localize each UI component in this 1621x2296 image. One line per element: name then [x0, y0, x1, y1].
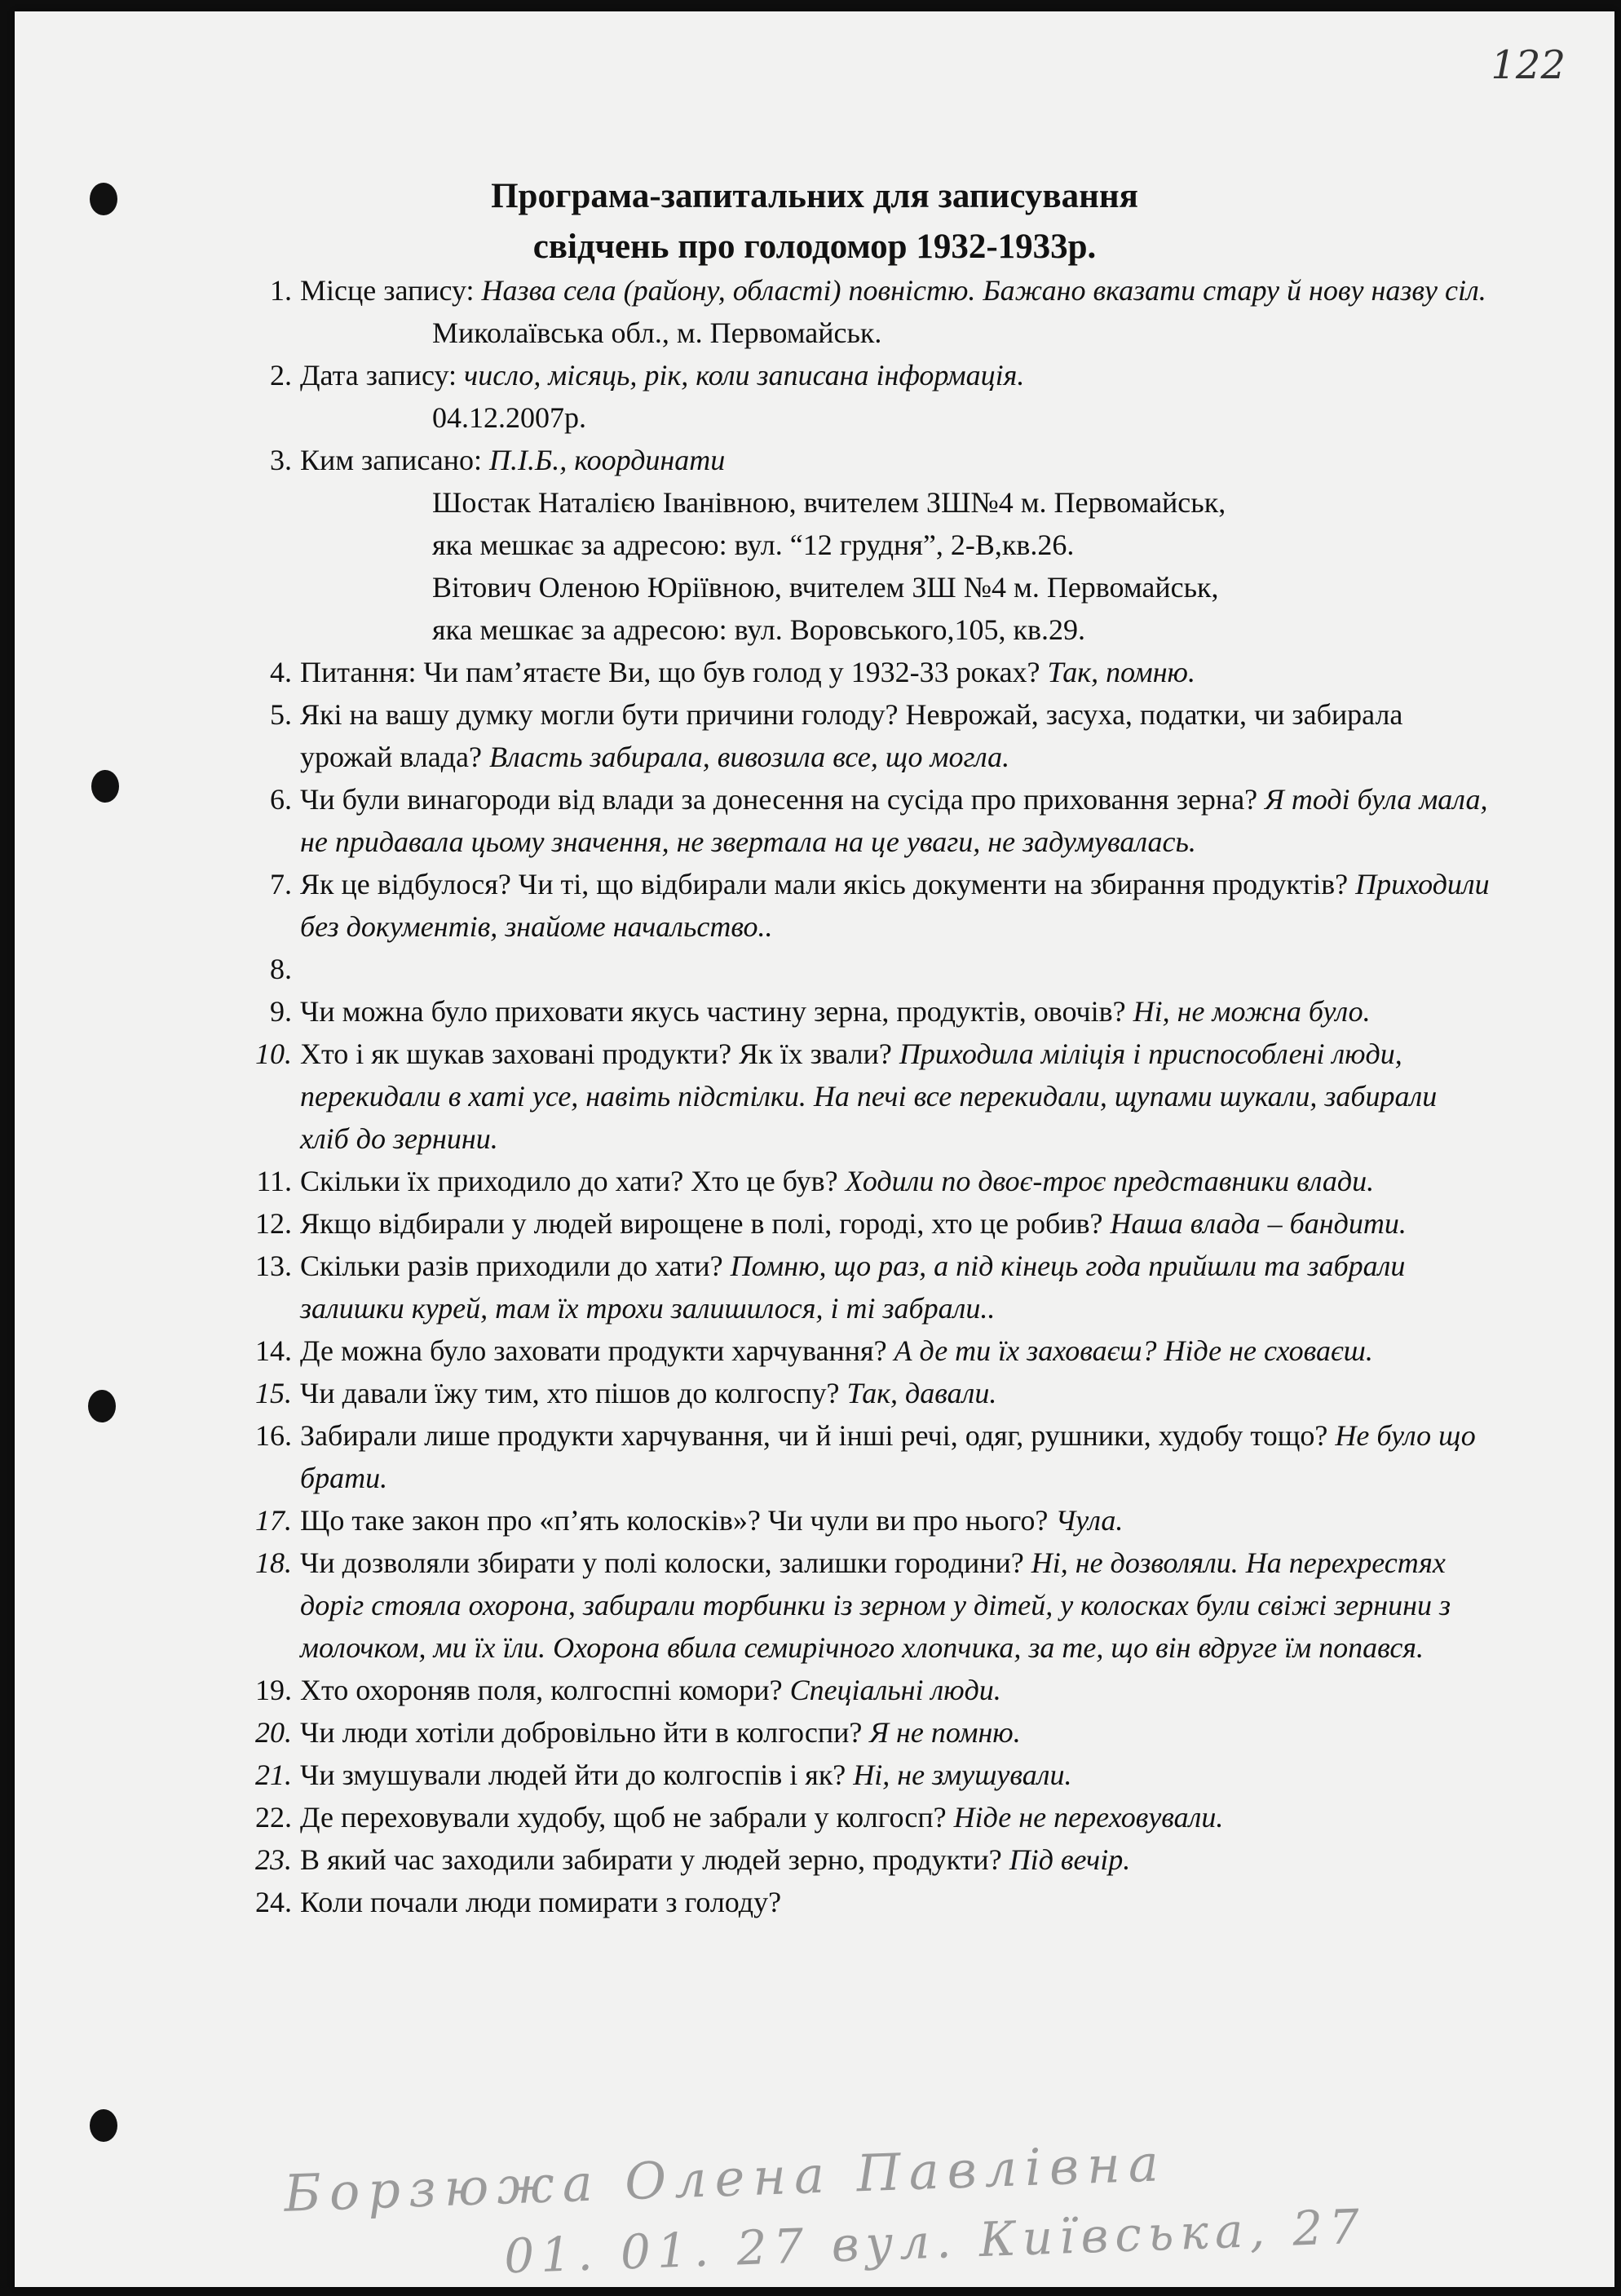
question-number: 13.: [255, 1250, 292, 1282]
question-item: [235, 651, 1491, 693]
question-text: Хто охороняв поля, колгоспні комори?: [300, 1674, 790, 1706]
question-number: 1.: [270, 274, 292, 307]
question-text: Місце запису:: [300, 274, 482, 307]
question-text: Чи були винагороди від влади за донесення на сусіда про приховання зерна?: [300, 783, 1265, 816]
question-hint: Назва села (району, області) повністю. Бажано вказати стару й нову назву сіл.: [481, 274, 1486, 307]
question-item: [235, 1202, 1491, 1245]
question-number: 16.: [255, 1419, 292, 1452]
handwritten-answer: Під вечір.: [1009, 1843, 1131, 1876]
question-item: [235, 693, 1491, 778]
question-hint: число, місяць, рік, коли записана інформація.: [464, 359, 1025, 392]
handwritten-answer: Ні, не дозволяли. На перехрестях доріг стояла охорона, забирали торбинки із зерном у дітей, у колосках були свіжі зернини з молочком, ми їх їли. Охорона вбила семирічного хлопчика, за те, що він вдруге їм попався.: [300, 1546, 1451, 1664]
page-title: [15, 171, 1614, 272]
question-item: [235, 439, 1491, 481]
question-hint: П.І.Б., координати: [488, 444, 726, 476]
handwritten-answer: Спеціальні люди.: [789, 1674, 1001, 1706]
question-item: [235, 269, 1491, 312]
answer-line: Вітович Оленою Юріївною, вчителем ЗШ №4 м. Первомайськ,: [432, 571, 1219, 604]
question-text: Які на вашу думку могли бути причини голоду? Неврожай, засуха, податки, чи забирала урожай влада?: [300, 698, 1403, 773]
question-number: 19.: [255, 1674, 292, 1706]
question-number: 11.: [256, 1165, 292, 1197]
question-text: Ким записано:: [300, 444, 489, 476]
handwritten-signature: [283, 2133, 1507, 2287]
question-item: [235, 990, 1491, 1033]
question-item: [235, 863, 1491, 948]
question-item: [235, 354, 1491, 396]
question-number: 22.: [255, 1801, 292, 1834]
question-text: Чи люди хотіли добровільно йти в колгоспи?: [300, 1716, 870, 1749]
document-page: [15, 11, 1614, 2287]
handwritten-answer: Я тоді була мала, не придавала цьому значення, не звертала на це уваги, не задумувалась.: [300, 783, 1488, 858]
question-number: 12.: [255, 1207, 292, 1240]
punch-hole: [88, 1390, 116, 1422]
question-item: [235, 778, 1491, 863]
handwritten-answer: Ні, не змушували.: [853, 1758, 1072, 1791]
question-item: [235, 1711, 1491, 1754]
question-text: Чи змушували людей йти до колгоспів і як?: [300, 1758, 854, 1791]
question-item: [235, 1542, 1491, 1669]
question-number: 10.: [255, 1037, 292, 1070]
answer-line: яка мешкає за адресою: вул. Воровського,105, кв.29.: [432, 613, 1085, 646]
question-number: 7.: [270, 868, 292, 900]
question-text: Чи давали їжу тим, хто пішов до колгоспу?: [300, 1377, 847, 1409]
question-text: Питання: Чи пам’ятаєте Ви, що був голод у 1932-33 роках?: [300, 656, 1048, 688]
questionnaire-list: [235, 269, 1491, 1923]
question-number: 23.: [255, 1843, 292, 1876]
question-text: Чи можна було приховати якусь частину зерна, продуктів, овочів?: [300, 995, 1133, 1028]
question-item: [235, 1838, 1491, 1881]
question-text: Як це відбулося? Чи ті, що відбирали мали якісь документи на збирання продуктів?: [300, 868, 1356, 900]
question-item: [235, 1669, 1491, 1711]
answer-line: Миколаївська обл., м. Первомайськ.: [432, 316, 882, 349]
question-number: 17.: [255, 1504, 292, 1537]
question-number: 5.: [270, 698, 292, 731]
question-number: 24.: [255, 1886, 292, 1918]
question-text: Хто і як шукав заховані продукти? Як їх звали?: [300, 1037, 899, 1070]
handwritten-answer: Не було що брати.: [300, 1419, 1476, 1494]
question-text: Коли почали люди помирати з голоду?: [300, 1886, 782, 1918]
handwritten-answer: Наша влада – бандити.: [1110, 1207, 1407, 1240]
question-item: [235, 1372, 1491, 1414]
question-number: 15.: [255, 1377, 292, 1409]
question-item: [235, 1414, 1491, 1499]
handwritten-answer: Я не помню.: [869, 1716, 1021, 1749]
question-number: 20.: [255, 1716, 292, 1749]
title-line-2: свідчень про голодомор 1932-1933р.: [532, 228, 1097, 266]
title-line-1: Програма-запитальних для записування: [491, 177, 1138, 215]
question-item: [235, 1881, 1491, 1923]
signature-name: Борзюжа Олена Павлівна: [283, 2133, 1168, 2223]
handwritten-answer: Ходили по двоє-троє представники влади.: [845, 1165, 1375, 1197]
question-text: Що таке закон про «п’ять колосків»? Чи чули ви про нього?: [300, 1504, 1056, 1537]
question-number: 9.: [270, 995, 292, 1028]
question-item: [235, 1499, 1491, 1542]
answer-line: яка мешкає за адресою: вул. “12 грудня”, 2-В,кв.26.: [432, 529, 1075, 561]
page-number: 122: [1491, 42, 1566, 88]
question-text: Де можна було заховати продукти харчування?: [300, 1334, 894, 1367]
question-number: 21.: [255, 1758, 292, 1791]
handwritten-answer: Приходили без документів, знайоме начальство..: [300, 868, 1490, 943]
question-number: 18.: [255, 1546, 292, 1579]
question-item: [235, 1160, 1491, 1202]
question-number: 6.: [270, 783, 292, 816]
question-item: [235, 1754, 1491, 1796]
answer-line: Шостак Наталією Іванівною, вчителем ЗШ№4 м. Первомайськ,: [432, 486, 1226, 519]
handwritten-answer: Власть забирала, вивозила все, що могла.: [488, 741, 1010, 773]
handwritten-answer: Чула.: [1055, 1504, 1124, 1537]
question-number: 14.: [255, 1334, 292, 1367]
signature-details: 01. 01. 27 вул. Київська, 27: [503, 2198, 1367, 2285]
handwritten-answer: А де ти їх заховаєш? Ніде не сховаєш.: [894, 1334, 1373, 1367]
handwritten-answer: Так, помню.: [1047, 656, 1195, 688]
question-text: Дата запису:: [300, 359, 465, 392]
handwritten-answer: Приходила міліція і приспособлені люди, перекидали в хаті усе, навіть підстілки. На печі все перекидали, щупами шукали, забирали хліб до зернини.: [300, 1037, 1438, 1155]
question-number: 4.: [270, 656, 292, 688]
question-text: Чи дозволяли збирати у полі колоски, залишки городини?: [300, 1546, 1031, 1579]
question-item: [235, 1245, 1491, 1329]
question-text: В який час заходили забирати у людей зерно, продукти?: [300, 1843, 1009, 1876]
question-item: [235, 948, 1491, 990]
question-text: Скільки їх приходило до хати? Хто це був?: [300, 1165, 846, 1197]
question-text: Якщо відбирали у людей вирощене в полі, городі, хто це робив?: [300, 1207, 1111, 1240]
punch-hole: [90, 2109, 117, 2142]
question-item: [235, 1796, 1491, 1838]
question-text: Де переховували худобу, щоб не забрали у колгосп?: [300, 1801, 954, 1834]
question-item: [235, 1329, 1491, 1372]
answer-line: 04.12.2007р.: [432, 401, 586, 434]
question-text: Скільки разів приходили до хати?: [300, 1250, 731, 1282]
question-text: Забирали лише продукти харчування, чи й інші речі, одяг, рушники, худобу тощо?: [300, 1419, 1336, 1452]
question-number: 2.: [270, 359, 292, 392]
question-number: 8.: [270, 953, 292, 985]
handwritten-answer: Ніде не переховували.: [953, 1801, 1224, 1834]
punch-hole: [91, 770, 119, 803]
handwritten-answer: Ні, не можна було.: [1133, 995, 1371, 1028]
question-number: 3.: [270, 444, 292, 476]
handwritten-answer: Так, давали.: [846, 1377, 997, 1409]
question-item: [235, 1033, 1491, 1160]
handwritten-answer: Помню, що раз, а під кінець года прийшли та забрали залишки курей, там їх трохи залишилося, і ті забрали..: [300, 1250, 1406, 1325]
